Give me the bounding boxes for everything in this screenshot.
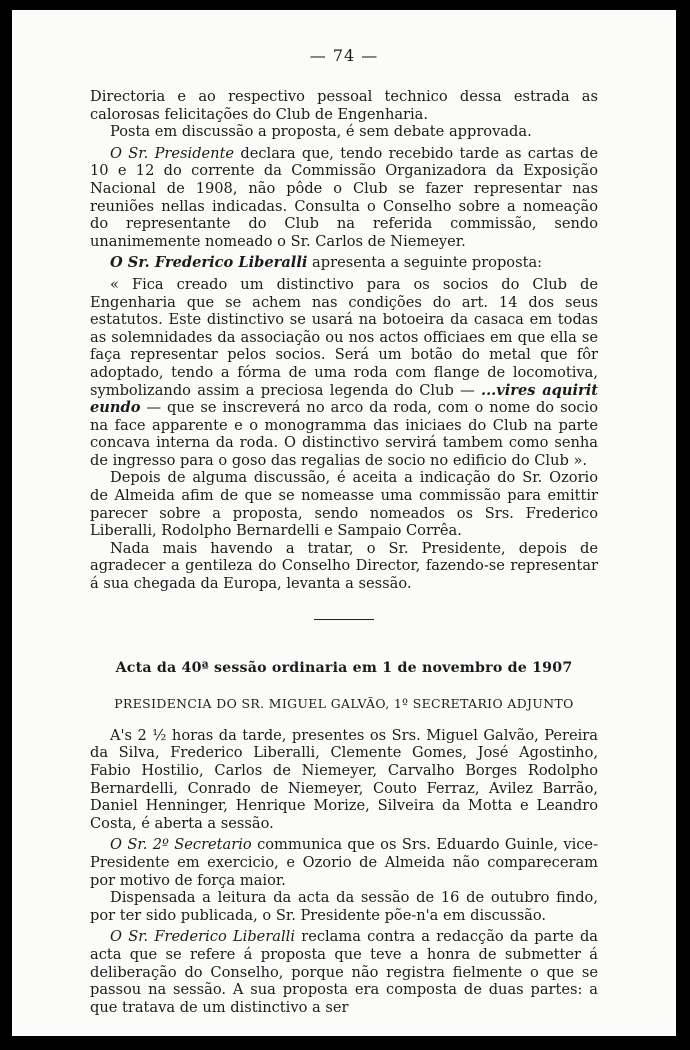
speaker-liberalli: O Sr. Frederico Liberalli xyxy=(110,254,308,272)
proposta-text-b: — que se inscreverá no arco da roda, com o nome do socio na face apparente e o monogramma das iniciaes do Club na parte concava interna da roda. O distinctivo servirá tambem como senha de ingresso para o goso das regalias de socio no edificio do Club ». xyxy=(90,399,598,469)
paragraph-liberalli xyxy=(90,254,598,272)
speaker-reclama: O Sr. Frederico Liberalli xyxy=(110,928,295,946)
paragraph-reclama xyxy=(90,928,598,1016)
club-motto: ...vires aquirit eundo xyxy=(90,381,598,417)
presidencia-label: PRESIDENCIA DO SR. MIGUEL GALVÃO, 1º SECRETARIO ADJUNTO xyxy=(114,696,574,712)
presidente-text: declara que, tendo recebido tarde as cartas de 10 e 12 do corrente da Commissão Organizadora da Exposição Nacional de 1908, não pôde o Club se fazer representar nas reuniões nellas indicadas. Consulta o Conselho sobre a nomeação do representante do Club na referida commissão, sendo unanimemente nomeado o Sr. Carlos de Niemeyer. xyxy=(90,144,598,250)
document-page xyxy=(12,10,676,1036)
liberalli-text: apresenta a seguinte proposta: xyxy=(307,254,543,272)
acta-title: Acta da 40ª sessão ordinaria em 1 de novembro de 1907 xyxy=(115,659,573,676)
proposta-text-a: « Fica creado um distinctivo para os socios do Club de Engenharia que se achem nas condições do art. 14 dos seus estatutos. Este distinctivo se usará na botoeira da casaca em todas as solemnidades da associação ou nos actos officiaes em que ella se faça representar pelos socios. Será um botão do metal que fôr adoptado, tendo a fórma de uma roda com flange de locomotiva, symbolizando assim a preciosa legenda do Club — xyxy=(90,275,598,399)
acta-presidencia xyxy=(90,695,598,713)
paragraph-posta: Posta em discussão a proposta, é sem debate approvada. xyxy=(110,123,532,141)
reclama-text: reclama contra a redacção da parte da acta que se refere á proposta que teve a honra de submetter á deliberação do Conselho, porque não registra fielmente o que se passou na sessão. A sua proposta era composta de duas partes: a que tratava de um distinctivo a ser xyxy=(90,928,598,1016)
acta-body xyxy=(90,727,598,1017)
speaker-secretario: O Sr. 2º Secretario xyxy=(110,836,252,854)
paragraph-secretario xyxy=(90,836,598,889)
paragraph-proposta xyxy=(90,276,598,470)
section-divider xyxy=(314,619,374,620)
paragraph-presidente xyxy=(90,145,598,251)
page-number: — 74 — xyxy=(309,46,379,65)
speaker-presidente: O Sr. Presidente xyxy=(110,144,235,162)
paragraph-abertura: A's 2 ½ horas da tarde, presentes os Srs. Miguel Galvão, Pereira da Silva, Frederico Liberalli, Clemente Gomes, José Agostinho, Fabio Hostilio, Carlos de Niemeyer, Carvalho Borges Rodolpho Bernardelli, Conrado de Niemeyer, Couto Ferraz, Avilez Barrão, Daniel Henninger, Henrique Morize, Silveira da Motta e Leandro Costa, é aberta a sessão. xyxy=(90,726,598,832)
paragraph-dispensa: Dispensada a leitura da acta da sessão de 16 de outubro findo, por ter sido publicada, o Sr. Presidente põe-n'a em discussão. xyxy=(90,889,598,924)
secretario-text: communica que os Srs. Eduardo Guinle, vice-Presidente em exercicio, e Ozorio de Almeida não compareceram por motivo de força maior. xyxy=(90,836,599,889)
paragraph-discussao: Depois de alguma discussão, é aceita a indicação do Sr. Ozorio de Almeida afim de que se nomeasse uma commissão para emittir parecer sobre a proposta, sendo nomeados os Srs. Frederico Liberalli, Rodolpho Bernardelli e Sampaio Corrêa. xyxy=(90,469,598,540)
body-text xyxy=(90,88,598,1016)
paragraph-intro: Directoria e ao respectivo pessoal technico dessa estrada as calorosas felicitações do Club de Engenharia. xyxy=(90,88,598,123)
paragraph-encerramento: Nada mais havendo a tratar, o Sr. Presidente, depois de agradecer a gentileza do Conselho Director, fazendo-se representar á sua chegada da Europa, levanta a sessão. xyxy=(90,539,598,593)
